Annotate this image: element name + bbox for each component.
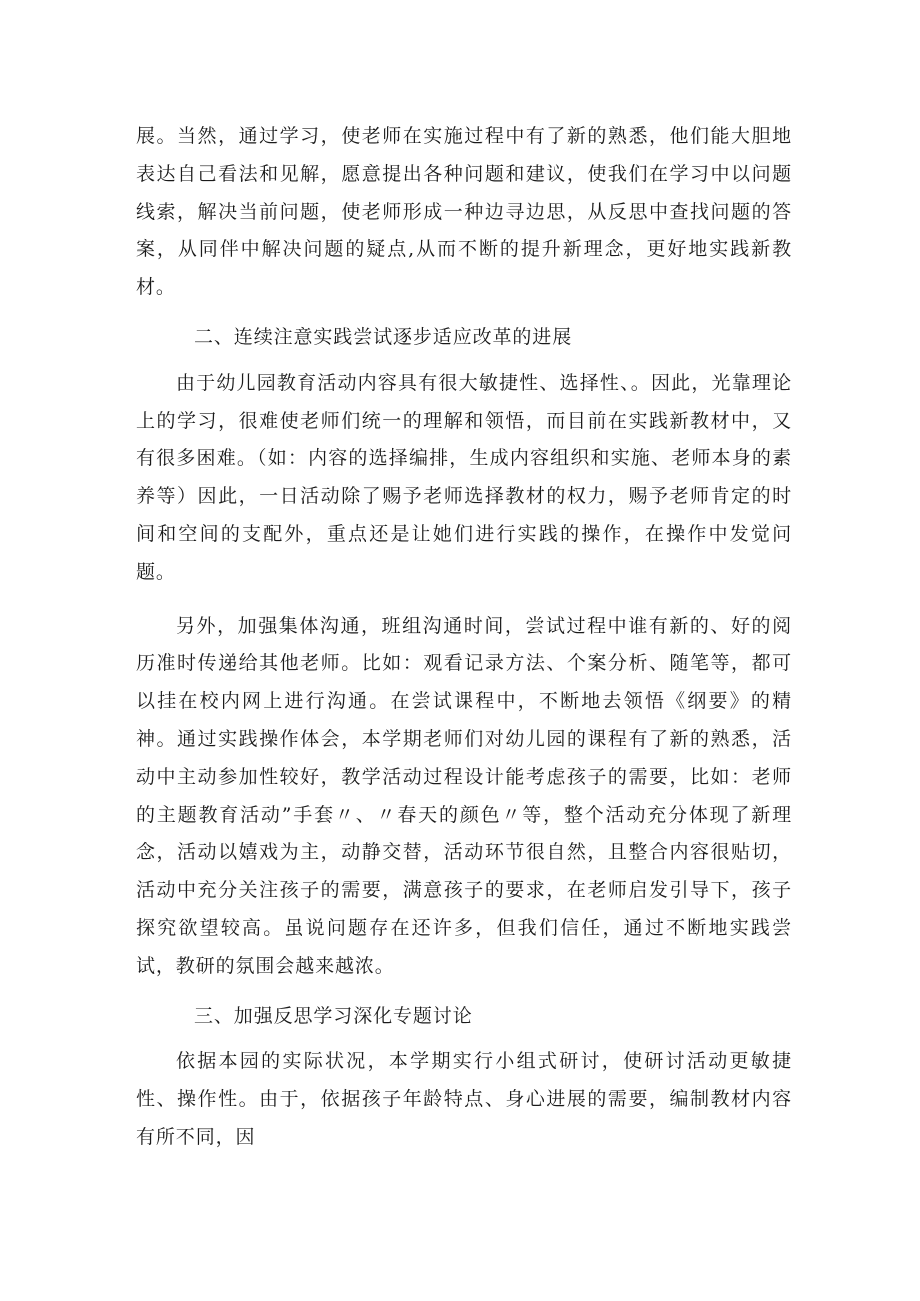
section-heading-2: 二、连续注意实践尝试逐步适应改革的进展 [194, 325, 573, 348]
paragraph-continuation: 展。当然，通过学习，使老师在实施过程中有了新的熟悉，他们能大胆地表达自己看法和见解，愿意提出各种问题和建议，使我们在学习中以问题线索，解决当前问题，使老师形成一种边寻边思，从反思中查找问题的答案，从同伴中解决问题的疑点,从而不断的提升新理念，更好地实践新教材。 [136, 125, 792, 299]
paragraph-reflection: 依据本园的实际状况，本学期实行小组式研讨，使研讨活动更敏捷性、操作性。由于，依据孩子年龄特点、身心进展的需要，编制教材内容有所不同，因 [136, 1050, 792, 1148]
paragraph-communication: 另外，加强集体沟通，班组沟通时间，尝试过程中谁有新的、好的阅历准时传递给其他老师。比如：观看记录方法、个案分析、随笔等，都可以挂在校内网上进行沟通。在尝试课程中，不断地去领悟《纲要》的精神。通过实践操作体会，本学期老师们对幼儿园的课程有了新的熟悉，活动中主动参加性较好，教学活动过程设计能考虑孩子的需要，比如：老师的主题教育活动”手套〃、〃春天的颜色〃等，整个活动充分体现了新理念，活动以嬉戏为主，动静交替，活动环节很自然，且整合内容很贴切，活动中充分关注孩子的需要，满意孩子的要求，在老师启发引导下，孩子探究欲望较高。虽说问题存在还许多，但我们信任，通过不断地实践尝试，教研的氛围会越来越浓。 [136, 614, 792, 977]
section-heading-3: 三、加强反思学习深化专题讨论 [194, 1004, 473, 1027]
document-body [136, 118, 792, 1157]
paragraph-practice: 由于幼儿园教育活动内容具有很大敏捷性、选择性、。因此，光靠理论上的学习，很难使老师们统一的理解和领悟，而目前在实践新教材中，又有很多困难。（如：内容的选择编排，生成内容组织和实施、老师本身的素养等）因此，一日活动除了赐予老师选择教材的权力，赐予老师肯定的时间和空间的支配外，重点还是让她们进行实践的操作，在操作中发觉问题。 [136, 371, 792, 583]
